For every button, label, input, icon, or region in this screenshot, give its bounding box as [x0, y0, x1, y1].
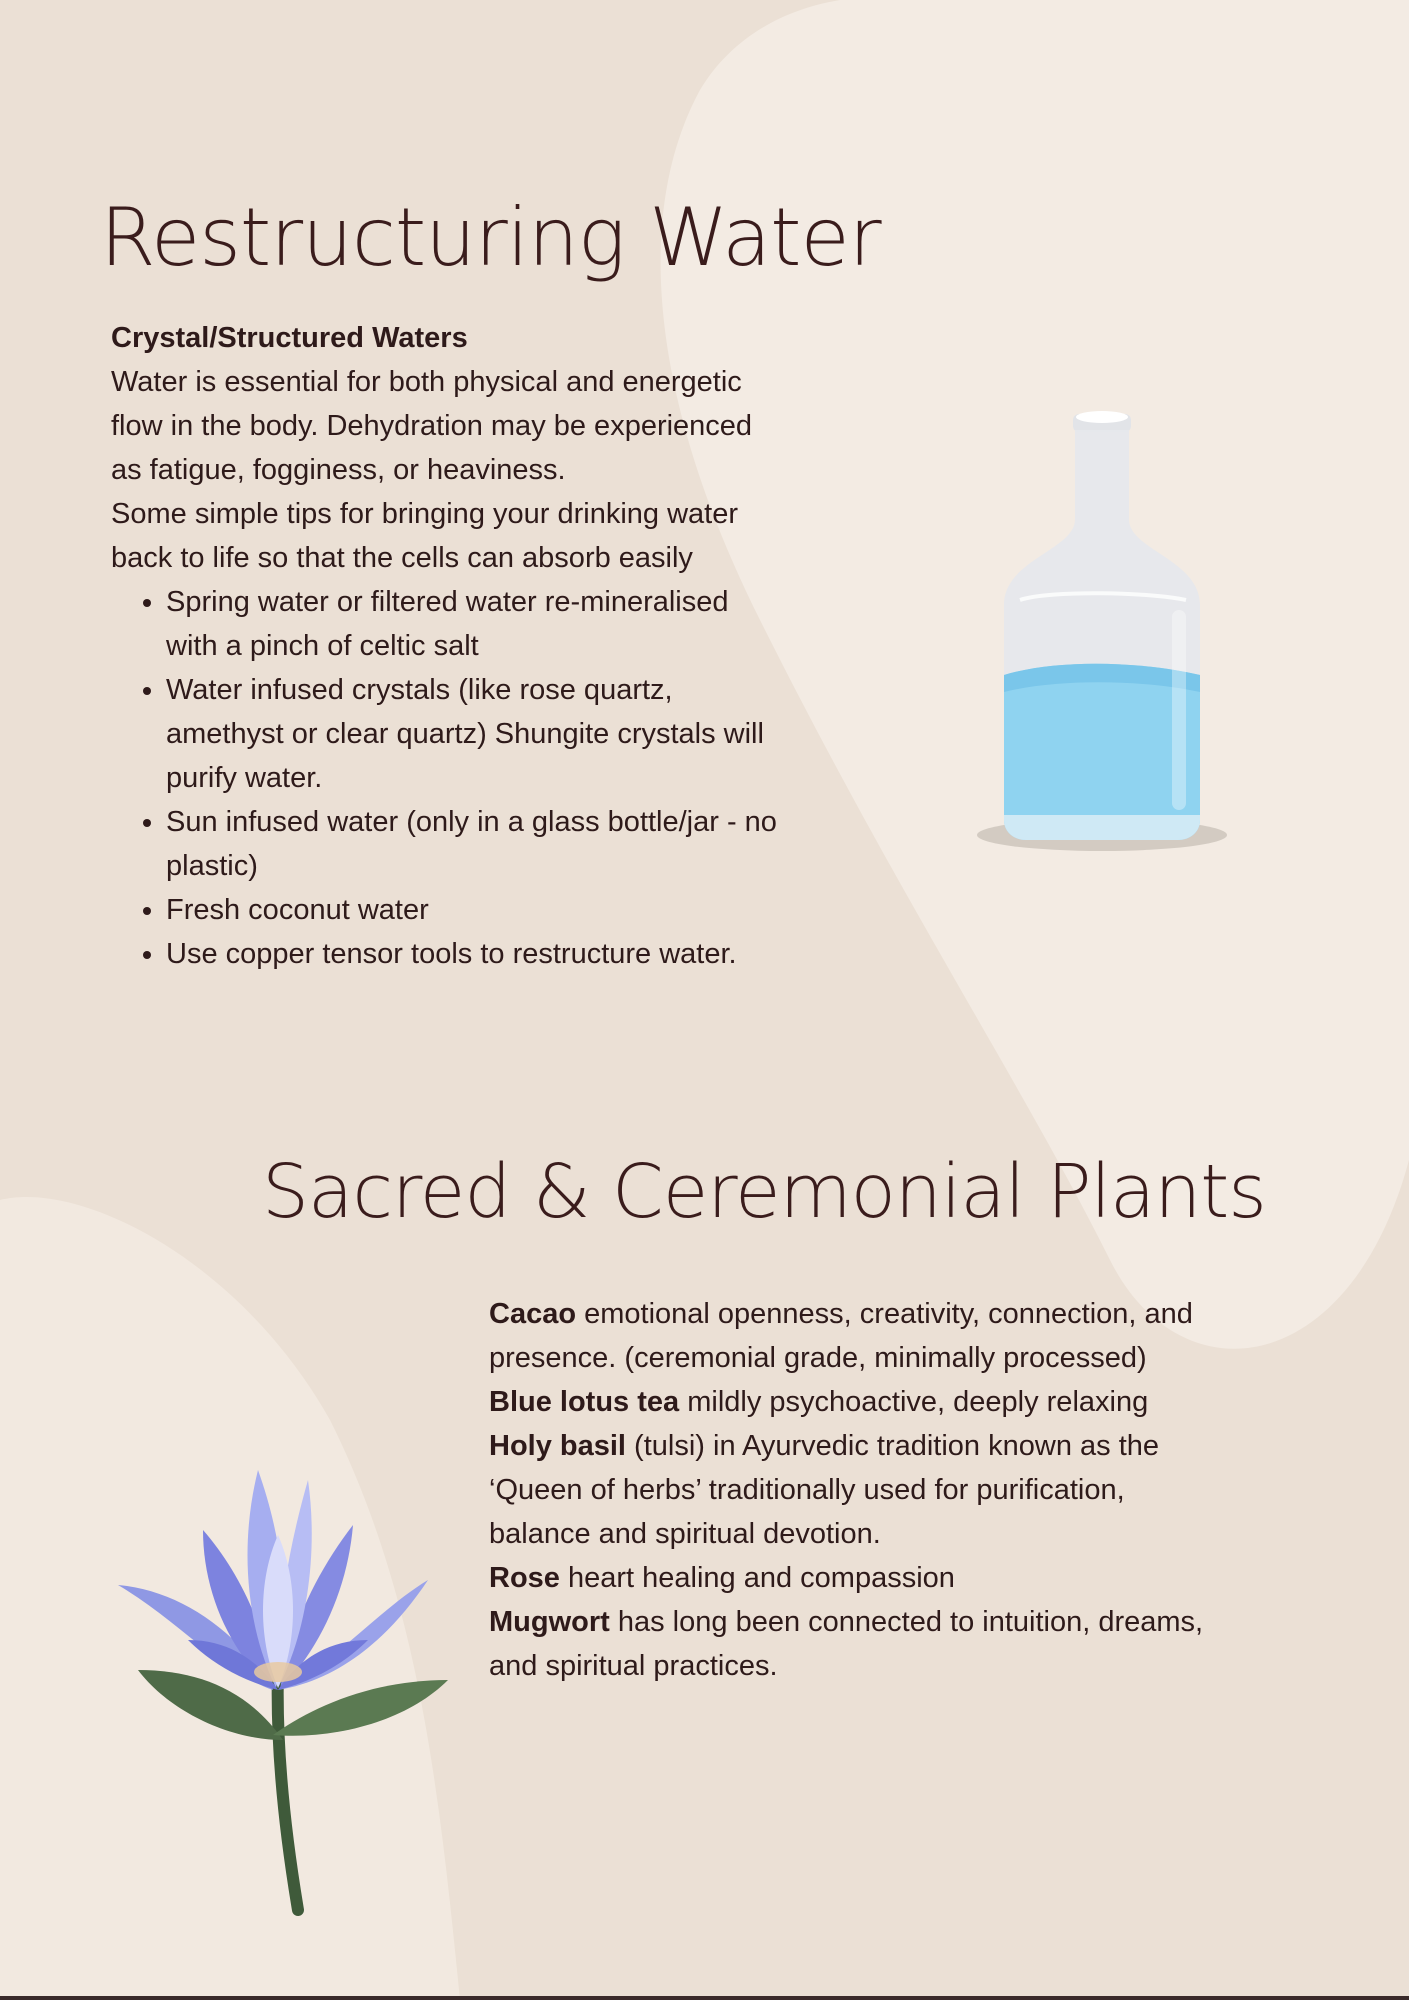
plant-description: and spiritual practices.	[489, 1650, 778, 1682]
plant-name: Mugwort	[489, 1606, 610, 1638]
tip-line: Water infused crystals (like rose quartz,	[166, 674, 673, 706]
plant-description: mildly psychoactive, deeply relaxing	[679, 1386, 1149, 1418]
intro-line: Some simple tips for bringing your drinking water	[111, 498, 738, 530]
plant-name: Rose	[489, 1562, 560, 1594]
plant-line	[489, 1336, 1319, 1380]
plant-line	[489, 1556, 1319, 1600]
tip-item	[166, 668, 901, 800]
plant-name: Holy basil	[489, 1430, 626, 1462]
plant-description: has long been connected to intuition, dreams,	[609, 1606, 1204, 1638]
plant-description: emotional openness, creativity, connection, and	[576, 1298, 1193, 1330]
plant-line	[489, 1644, 1319, 1688]
plant-line	[489, 1292, 1319, 1336]
plant-description: presence. (ceremonial grade, minimally processed)	[489, 1342, 1147, 1374]
tip-line: Use copper tensor tools to restructure water.	[166, 938, 737, 970]
water-tips-list	[111, 580, 901, 976]
tip-line: with a pinch of celtic salt	[166, 630, 479, 662]
plant-line	[489, 1468, 1319, 1512]
plant-line	[489, 1600, 1319, 1644]
plants-section-title: Sacred & Ceremonial Plants	[262, 1149, 1266, 1235]
plant-description: balance and spiritual devotion.	[489, 1518, 881, 1550]
water-section-title: Restructuring Water	[100, 191, 881, 284]
plant-name: Cacao	[489, 1298, 577, 1330]
lotus-flower-icon	[108, 1440, 458, 1920]
tip-line: Sun infused water (only in a glass bottle/jar - no	[166, 806, 777, 838]
tip-item	[166, 800, 901, 888]
tip-line: Fresh coconut water	[166, 894, 429, 926]
plants-section-body	[489, 1292, 1319, 1688]
water-section-body	[111, 316, 901, 976]
intro-line: Water is essential for both physical and energetic	[111, 366, 742, 398]
tip-item	[166, 932, 901, 976]
tip-line: amethyst or clear quartz) Shungite crystals will	[166, 718, 764, 750]
tip-item	[166, 580, 901, 668]
water-subtitle: Crystal/Structured Waters	[111, 322, 468, 354]
plant-line	[489, 1380, 1319, 1424]
intro-line: as fatigue, fogginess, or heaviness.	[111, 454, 566, 486]
water-bottle-icon	[950, 400, 1250, 870]
plant-description: heart healing and compassion	[559, 1562, 955, 1594]
plant-description: ‘Queen of herbs’ traditionally used for purification,	[489, 1474, 1125, 1506]
plant-line	[489, 1512, 1319, 1556]
intro-line: flow in the body. Dehydration may be experienced	[111, 410, 753, 442]
plant-name: Blue lotus tea	[489, 1386, 680, 1418]
tip-item	[166, 888, 901, 932]
plant-description: (tulsi) in Ayurvedic tradition known as the	[626, 1430, 1160, 1462]
plant-line	[489, 1424, 1319, 1468]
intro-line: back to life so that the cells can absorb easily	[111, 542, 693, 574]
tip-line: purify water.	[166, 762, 323, 794]
tip-line: plastic)	[166, 850, 258, 882]
bottom-border	[0, 1996, 1409, 2000]
tip-line: Spring water or filtered water re-mineralised	[166, 586, 729, 618]
